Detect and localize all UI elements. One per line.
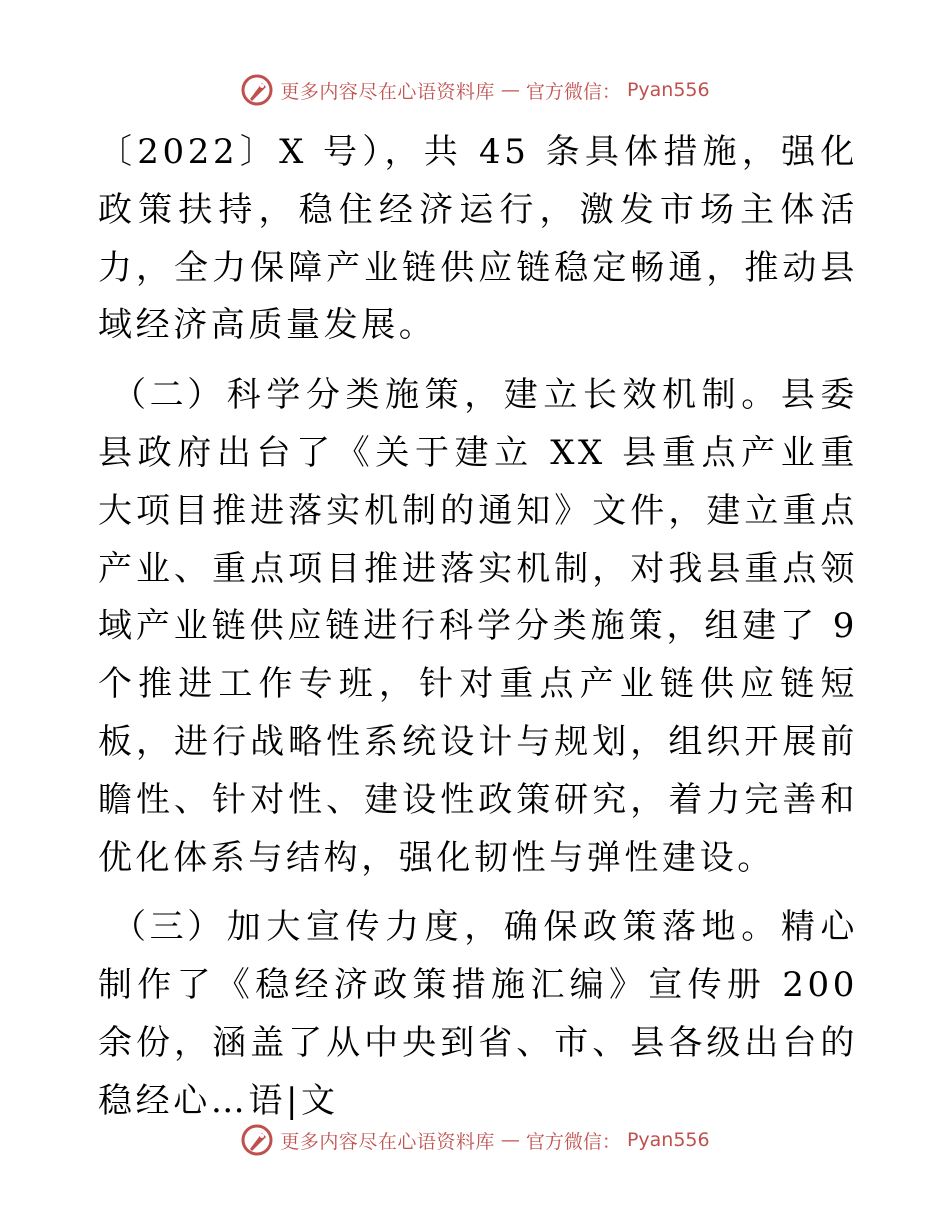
watermark-official: 官方微信： bbox=[525, 80, 621, 103]
watermark-wechat-id: Pyan556 bbox=[626, 79, 710, 101]
section-number: （二） bbox=[112, 375, 225, 416]
paragraph bbox=[98, 899, 858, 1130]
watermark-header bbox=[0, 68, 950, 112]
watermark-dash: — bbox=[500, 79, 520, 101]
watermark-official: 官方微信： bbox=[525, 1130, 621, 1153]
pen-nib-logo-icon bbox=[240, 1123, 274, 1157]
paragraph bbox=[98, 367, 858, 887]
paragraph-text: 加大宣传力度，确保政策落地。精心制作了《稳经济政策措施汇编》宣传册 200 余份，涵盖了从中央到省、市、县各级出台的稳经心…语|文 bbox=[98, 907, 858, 1121]
paragraph-text: 科学分类施策，建立长效机制。县委县政府出台了《关于建立 XX 县重点产业重大项目推进落实机制的通知》文件，建立重点产业、重点项目推进落实机制，对我县重点领域产业链供应链进行科学分类施策，组建了 9 个推进工作专班，针对重点产业链供应链短板，进行战略性系统设计与规划，组织开展前瞻性、针对性、建设性政策研究，着力完善和优化体系与结构，强化韧性与弹性建设。 bbox=[98, 375, 858, 878]
document-body bbox=[98, 124, 858, 1131]
watermark-brand: 更多内容尽在心语资料库 bbox=[280, 80, 495, 103]
watermark-footer bbox=[0, 1118, 950, 1162]
watermark-dash: — bbox=[500, 1129, 520, 1151]
pen-nib-logo-icon bbox=[240, 73, 274, 107]
watermark-brand: 更多内容尽在心语资料库 bbox=[280, 1130, 495, 1153]
paragraph bbox=[98, 124, 858, 355]
paragraph-text: 〔2022〕X 号），共 45 条具体措施，强化政策扶持，稳住经济运行，激发市场主体活力，全力保障产业链供应链稳定畅通，推动县域经济高质量发展。 bbox=[98, 132, 858, 346]
section-number: （三） bbox=[112, 907, 225, 948]
watermark-wechat-id: Pyan556 bbox=[626, 1129, 710, 1151]
